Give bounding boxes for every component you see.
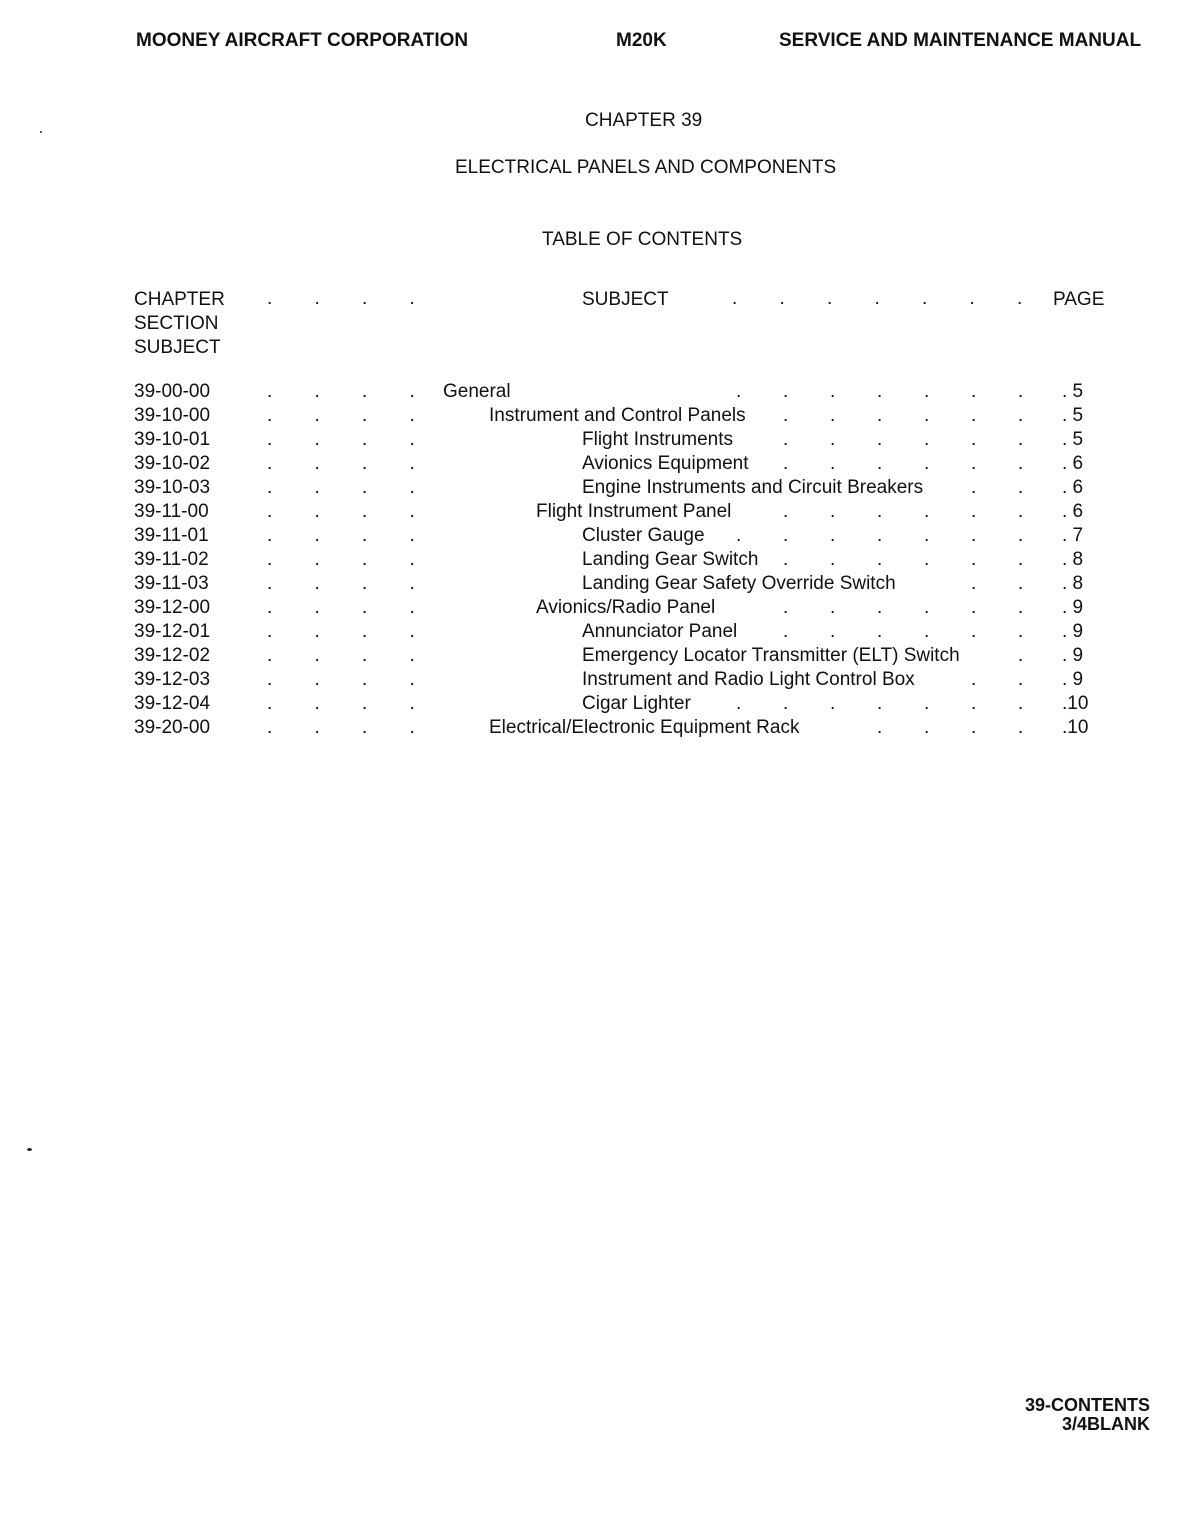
toc-trailing-dot: .: [971, 453, 977, 474]
chapter-name: ELECTRICAL PANELS AND COMPONENTS: [455, 157, 837, 178]
toc-entry-subject: Avionics Equipment: [582, 453, 749, 474]
footer-section-id: 39-CONTENTS: [1024, 1395, 1150, 1415]
column-header-subject: SUBJECT: [582, 289, 669, 310]
toc-trailing-dot: .: [1018, 669, 1024, 690]
toc-trailing-dot: .: [1018, 549, 1024, 570]
toc-leader-dots: . . . .: [267, 501, 415, 522]
toc-trailing-dot: .: [783, 549, 789, 570]
toc-entry-page: . 9: [1062, 597, 1084, 618]
toc-trailing-dot: .: [971, 621, 977, 642]
toc-row: [0, 692, 1178, 716]
toc-trailing-dot: .: [830, 525, 836, 546]
toc-entry-number: 39-10-00: [134, 405, 211, 426]
header-leader-dots-left: . . . .: [267, 288, 415, 309]
toc-leader-dots: . . . .: [267, 717, 415, 738]
toc-trailing-dot: .: [783, 429, 789, 450]
toc-row: [0, 716, 1178, 740]
toc-leader-dots: . . . .: [267, 453, 415, 474]
toc-entry-number: 39-11-00: [134, 501, 209, 522]
toc-leader-dots: . . . .: [267, 477, 415, 498]
toc-trailing-dot: .: [736, 693, 742, 714]
toc-entry-subject: Cluster Gauge: [582, 525, 705, 546]
toc-entry-page: . 7: [1062, 525, 1084, 546]
toc-trailing-dot: .: [877, 621, 883, 642]
toc-leader-dots: . . . .: [267, 645, 415, 666]
toc-trailing-dot: .: [830, 501, 836, 522]
toc-trailing-dot: .: [736, 525, 742, 546]
toc-entry-subject: Emergency Locator Transmitter (ELT) Switch: [582, 645, 960, 666]
toc-trailing-dot: .: [1018, 501, 1024, 522]
toc-trailing-dot: .: [830, 597, 836, 618]
toc-trailing-dot: .: [1018, 525, 1024, 546]
toc-entry-number: 39-12-03: [134, 669, 211, 690]
column-header-chapter-line3: SUBJECT: [134, 337, 221, 358]
toc-trailing-dot: .: [971, 429, 977, 450]
toc-row: [0, 380, 1178, 404]
toc-trailing-dot: .: [1018, 621, 1024, 642]
toc-trailing-dot: .: [1018, 477, 1024, 498]
toc-entry-number: 39-12-04: [134, 693, 211, 714]
toc-entry-number: 39-11-03: [134, 573, 209, 594]
toc-entry-page: . 5: [1062, 405, 1084, 426]
toc-entry-number: 39-11-01: [134, 525, 209, 546]
toc-row: [0, 644, 1178, 668]
toc-trailing-dot: .: [1018, 453, 1024, 474]
toc-row: [0, 548, 1178, 572]
toc-entry-number: 39-12-01: [134, 621, 211, 642]
toc-trailing-dot: .: [924, 453, 930, 474]
toc-trailing-dot: .: [877, 381, 883, 402]
toc-trailing-dot: .: [783, 405, 789, 426]
toc-trailing-dot: .: [783, 693, 789, 714]
toc-leader-dots: . . . .: [267, 669, 415, 690]
toc-trailing-dot: .: [971, 381, 977, 402]
toc-trailing-dot: .: [971, 405, 977, 426]
toc-entry-number: 39-10-02: [134, 453, 211, 474]
toc-leader-dots: . . . .: [267, 597, 415, 618]
toc-heading: TABLE OF CONTENTS: [542, 229, 743, 250]
toc-entry-subject: Landing Gear Switch: [582, 549, 759, 570]
toc-row: [0, 596, 1178, 620]
toc-entry-subject: Instrument and Radio Light Control Box: [582, 669, 915, 690]
toc-entry-subject: Flight Instrument Panel: [536, 501, 732, 522]
toc-trailing-dot: .: [783, 501, 789, 522]
toc-trailing-dot: .: [924, 597, 930, 618]
toc-entry-number: 39-12-00: [134, 597, 211, 618]
toc-row: [0, 572, 1178, 596]
toc-trailing-dot: .: [1018, 429, 1024, 450]
toc-trailing-dot: .: [877, 501, 883, 522]
toc-entry-subject: Flight Instruments: [582, 429, 733, 450]
toc-row: [0, 404, 1178, 428]
toc-row: [0, 476, 1178, 500]
toc-entry-page: .10: [1062, 693, 1089, 714]
page-header: [0, 30, 1178, 56]
toc-trailing-dot: .: [830, 621, 836, 642]
toc-trailing-dot: .: [877, 717, 883, 738]
toc-trailing-dot: .: [1018, 405, 1024, 426]
toc-entry-subject: Instrument and Control Panels: [489, 405, 746, 426]
toc-trailing-dot: .: [877, 405, 883, 426]
toc-trailing-dot: .: [783, 525, 789, 546]
toc-trailing-dot: .: [924, 693, 930, 714]
toc-row: [0, 428, 1178, 452]
toc-entry-page: . 9: [1062, 621, 1084, 642]
toc-row: [0, 524, 1178, 548]
toc-trailing-dot: .: [971, 717, 977, 738]
toc-entry-number: 39-10-03: [134, 477, 211, 498]
toc-entry-page: . 9: [1062, 669, 1084, 690]
toc-row: [0, 452, 1178, 476]
toc-trailing-dot: .: [877, 693, 883, 714]
toc-leader-dots: . . . .: [267, 405, 415, 426]
toc-entry-subject: Engine Instruments and Circuit Breakers: [582, 477, 924, 498]
toc-entry-subject: Cigar Lighter: [582, 693, 691, 714]
toc-trailing-dot: .: [971, 477, 977, 498]
toc-trailing-dot: .: [830, 453, 836, 474]
toc-entry-page: . 8: [1062, 549, 1084, 570]
toc-trailing-dot: .: [783, 597, 789, 618]
toc-trailing-dot: .: [1018, 381, 1024, 402]
toc-entry-number: 39-12-02: [134, 645, 211, 666]
toc-trailing-dot: .: [830, 405, 836, 426]
toc-entry-number: 39-10-01: [134, 429, 211, 450]
column-header-chapter-line1: CHAPTER: [134, 289, 225, 310]
toc-trailing-dot: .: [924, 381, 930, 402]
toc-entry-page: . 5: [1062, 381, 1084, 402]
toc-entry-subject: Landing Gear Safety Override Switch: [582, 573, 896, 594]
toc-trailing-dot: .: [830, 693, 836, 714]
toc-trailing-dot: .: [877, 429, 883, 450]
company-name: MOONEY AIRCRAFT CORPORATION: [136, 30, 469, 51]
toc-leader-dots: . . . .: [267, 381, 415, 402]
toc-trailing-dot: .: [877, 549, 883, 570]
toc-trailing-dot: .: [971, 693, 977, 714]
toc-entry-page: . 6: [1062, 477, 1084, 498]
toc-entry-page: . 6: [1062, 453, 1084, 474]
toc-trailing-dot: .: [783, 381, 789, 402]
toc-row: [0, 500, 1178, 524]
toc-trailing-dot: .: [924, 525, 930, 546]
toc-trailing-dot: .: [877, 525, 883, 546]
toc-row: [0, 668, 1178, 692]
toc-trailing-dot: .: [1018, 717, 1024, 738]
toc-trailing-dot: .: [924, 429, 930, 450]
toc-entry-page: .10: [1062, 717, 1089, 738]
header-leader-dots-right: . . . . . . .: [732, 288, 1023, 309]
toc-trailing-dot: .: [783, 453, 789, 474]
toc-trailing-dot: .: [924, 405, 930, 426]
manual-title: SERVICE AND MAINTENANCE MANUAL: [779, 30, 1142, 51]
toc-trailing-dot: .: [830, 549, 836, 570]
toc-trailing-dot: .: [736, 381, 742, 402]
toc-entry-page: . 5: [1062, 429, 1084, 450]
toc-entry-number: 39-11-02: [134, 549, 209, 570]
toc-entry-subject: General: [443, 381, 511, 402]
toc-trailing-dot: .: [971, 501, 977, 522]
toc-leader-dots: . . . .: [267, 693, 415, 714]
toc-leader-dots: . . . .: [267, 525, 415, 546]
aircraft-model: M20K: [616, 30, 667, 51]
toc-entry-subject: Avionics/Radio Panel: [536, 597, 716, 618]
toc-entry-number: 39-20-00: [134, 717, 211, 738]
footer-page-id: 3/4BLANK: [1061, 1414, 1150, 1434]
toc-trailing-dot: .: [924, 549, 930, 570]
page-footer: [1025, 1396, 1150, 1434]
scan-speck: [40, 131, 42, 133]
toc-trailing-dot: .: [971, 573, 977, 594]
toc-trailing-dot: .: [877, 597, 883, 618]
toc-trailing-dot: .: [1018, 597, 1024, 618]
column-header-page: PAGE: [1053, 289, 1105, 310]
toc-entry-subject: Annunciator Panel: [582, 621, 738, 642]
toc-entry-subject: Electrical/Electronic Equipment Rack: [489, 717, 800, 738]
toc-trailing-dot: .: [971, 549, 977, 570]
column-header-chapter: [134, 288, 225, 360]
toc-trailing-dot: .: [971, 597, 977, 618]
toc-trailing-dot: .: [1018, 693, 1024, 714]
toc-leader-dots: . . . .: [267, 573, 415, 594]
toc-trailing-dot: .: [924, 717, 930, 738]
toc-trailing-dot: .: [877, 453, 883, 474]
chapter-title: CHAPTER 39: [585, 110, 703, 131]
scan-speck: [27, 1148, 32, 1151]
toc-leader-dots: . . . .: [267, 429, 415, 450]
toc-entry-number: 39-00-00: [134, 381, 211, 402]
toc-trailing-dot: .: [1018, 645, 1024, 666]
toc-trailing-dot: .: [1018, 573, 1024, 594]
toc-trailing-dot: .: [830, 429, 836, 450]
toc-entry-page: . 6: [1062, 501, 1084, 522]
toc-trailing-dot: .: [924, 621, 930, 642]
toc-trailing-dot: .: [783, 621, 789, 642]
column-header-chapter-line2: SECTION: [134, 313, 219, 334]
toc-leader-dots: . . . .: [267, 621, 415, 642]
toc-trailing-dot: .: [971, 525, 977, 546]
toc-leader-dots: . . . .: [267, 549, 415, 570]
toc-trailing-dot: .: [971, 669, 977, 690]
toc-trailing-dot: .: [830, 381, 836, 402]
toc-entry-page: . 8: [1062, 573, 1084, 594]
toc-row: [0, 620, 1178, 644]
toc-entry-page: . 9: [1062, 645, 1084, 666]
toc-trailing-dot: .: [924, 501, 930, 522]
